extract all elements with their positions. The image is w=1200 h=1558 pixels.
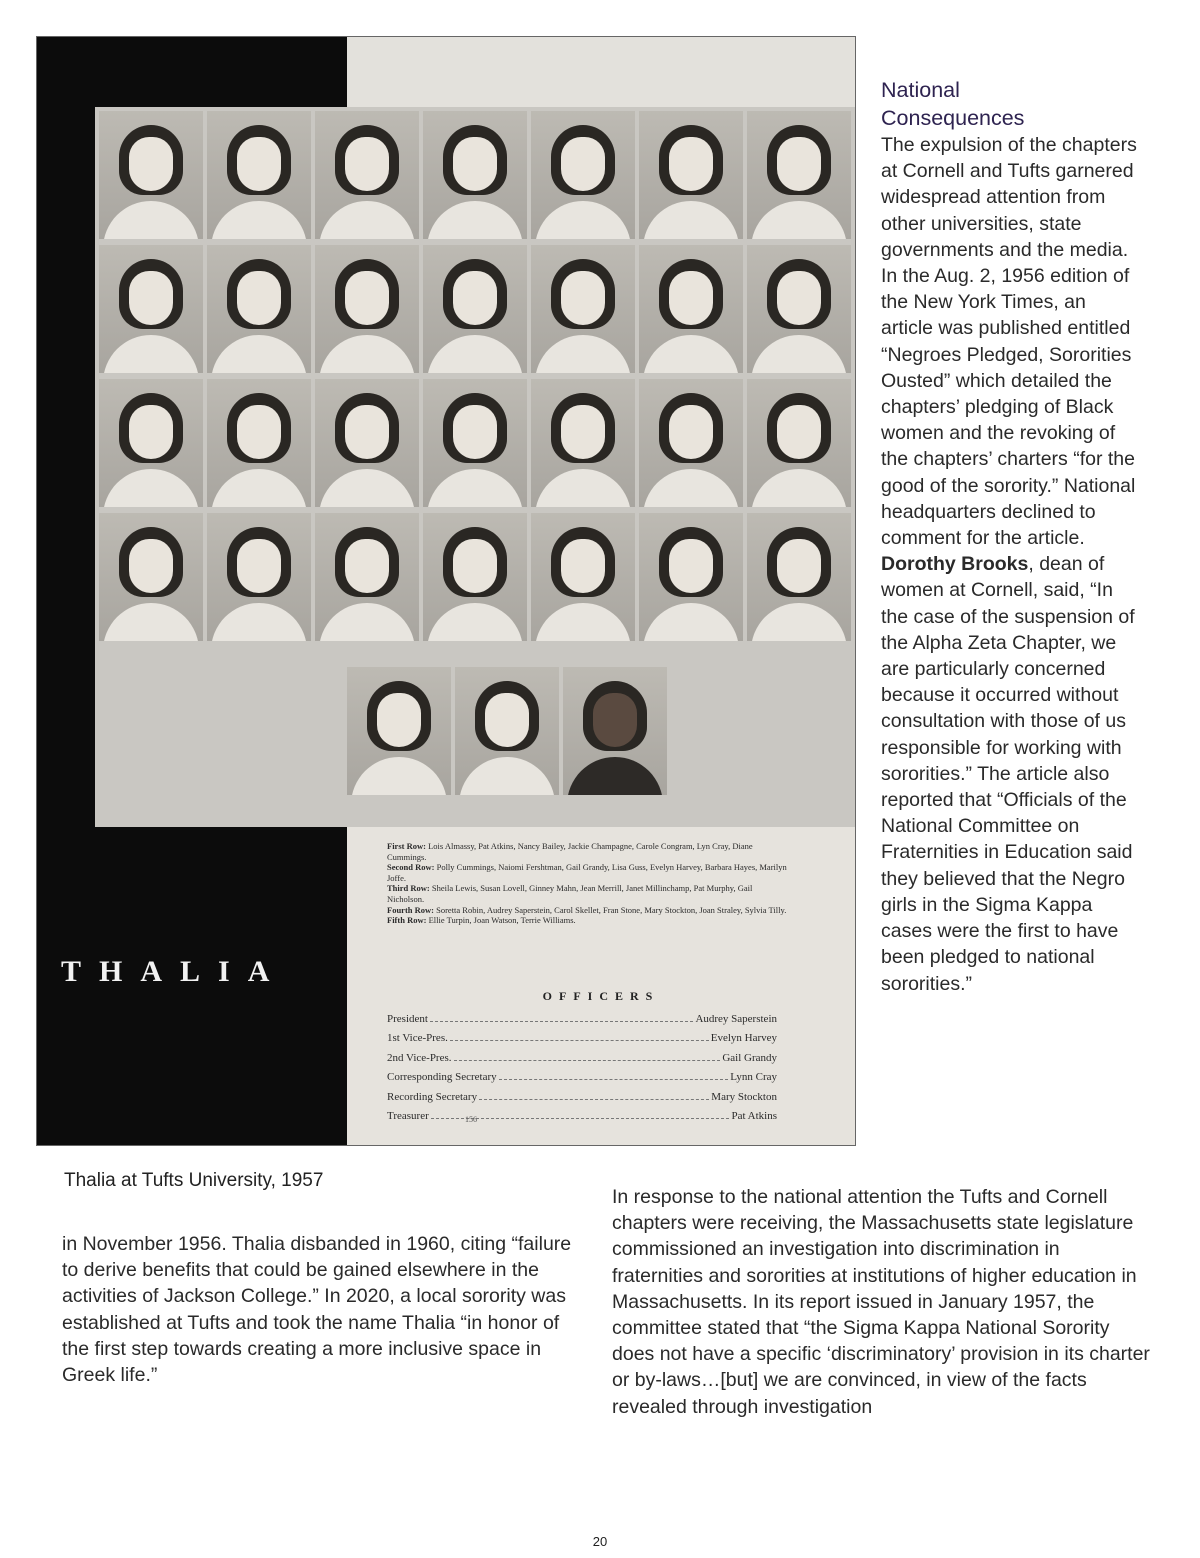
portrait-photo xyxy=(207,245,311,373)
portrait-photo xyxy=(531,379,635,507)
right-body-column xyxy=(612,1184,1152,1420)
portrait-photo xyxy=(531,513,635,641)
portrait-photo xyxy=(99,513,203,641)
portrait-photo xyxy=(747,111,851,239)
portrait-photo xyxy=(747,379,851,507)
side-article-column xyxy=(881,76,1143,997)
officer-row: Corresponding Secretary Lynn Cray xyxy=(387,1071,777,1084)
portrait-grid xyxy=(95,107,855,827)
scan-black-corner xyxy=(37,37,347,107)
officer-row: Treasurer Pat Atkins xyxy=(387,1109,777,1122)
officer-row: 1st Vice-Pres. Evelyn Harvey xyxy=(387,1032,777,1045)
portrait-photo xyxy=(423,111,527,239)
scan-page-number: 156 xyxy=(465,1115,477,1124)
bold-name: Dorothy Brooks xyxy=(881,553,1029,576)
member-names xyxy=(387,841,787,926)
portrait-photo xyxy=(455,667,559,795)
portrait-photo xyxy=(423,379,527,507)
page-number: 20 xyxy=(592,1534,608,1549)
portrait-photo xyxy=(423,513,527,641)
member-row: Third Row: Sheila Lewis, Susan Lovell, Ginney Mahn, Jean Merrill, Janet Millinchamp, Pat Murphy, Gail Nicholson. xyxy=(387,883,753,904)
portrait-photo xyxy=(531,245,635,373)
thalia-title: THALIA xyxy=(61,955,288,988)
portrait-photo xyxy=(639,379,743,507)
member-row: Fourth Row: Soretta Robin, Audrey Saperstein, Carol Skellet, Fran Stone, Mary Stockton, Joan Straley, Sylvia Tilly. xyxy=(387,904,787,915)
portrait-photo xyxy=(315,379,419,507)
portrait-photo xyxy=(639,513,743,641)
portrait-photo xyxy=(563,667,667,795)
portrait-photo xyxy=(99,245,203,373)
officers-heading: OFFICERS xyxy=(542,989,660,1003)
officer-row: President Audrey Saperstein xyxy=(387,1013,777,1025)
portrait-photo xyxy=(639,245,743,373)
portrait-photo xyxy=(315,245,419,373)
portrait-photo xyxy=(747,513,851,641)
portrait-photo xyxy=(639,111,743,239)
portrait-photo xyxy=(315,111,419,239)
portrait-photo xyxy=(747,245,851,373)
portrait-photo xyxy=(531,111,635,239)
member-list-panel xyxy=(347,827,855,1145)
left-paragraph: in November 1956. Thalia disbanded in 1960, citing “failure to derive benefits that could be gained elsewhere in the activities of Jackson College.” In 2020, a local sorority was established at Tufts and took the name Thalia “in honor of the first step towards creating a more inclusive space in Greek life.” xyxy=(62,1233,572,1387)
section-heading: National Consequences xyxy=(881,78,1025,130)
side-paragraph: The expulsion of the chapters at Cornell and Tufts garnered widespread attention from other universities, state governments and the media. In the Aug. 2, 1956 edition of the New York Times, an article was published entitled “Negroes Pledged, Sororities Ousted” which detailed the chapters’ pledging of Black women and the revoking of the chapters’ charters “for the good of the sorority.” National headquarters declined to comment for the article. Dorothy Brooks, dean of women at Cornell, said, “In the case of the suspension of the Alpha Zeta Chapter, we are particularly concerned because it occurred without consultation with those of us responsible for working with sororities.” The article also reported that “Officials of the National Committee on Fraternities in Education said they believed that the Negro girls in the Sigma Kappa cases were the first to have been pledged to national sororities.” xyxy=(881,134,1137,995)
portrait-photo xyxy=(347,667,451,795)
portrait-photo xyxy=(207,513,311,641)
left-body-column xyxy=(62,1231,572,1388)
right-paragraph: In response to the national attention the Tufts and Cornell chapters were receiving, the Massachusetts state legislature commissioned an investigation into discrimination in fraternities and sororities at institutions of higher education in Massachusetts. In its report issued in January 1957, the committee stated that “the Sigma Kappa National Sorority does not have a specific ‘discriminatory’ provision in its charter or by-laws…[but] we are convinced, in view of the facts revealed through investigation xyxy=(612,1186,1150,1418)
member-row: First Row: Lois Almassy, Pat Atkins, Nancy Bailey, Jackie Champagne, Carole Congram, Lyn Cray, Diane Cummings. xyxy=(387,841,753,862)
scan-paper-edge xyxy=(347,37,855,107)
member-row: Fifth Row: Ellie Turpin, Joan Watson, Terrie Williams. xyxy=(387,915,576,926)
portrait-photo xyxy=(99,379,203,507)
portrait-photo xyxy=(207,379,311,507)
officer-row: 2nd Vice-Pres. Gail Grandy xyxy=(387,1051,777,1064)
portrait-photo xyxy=(207,111,311,239)
portrait-photo xyxy=(99,111,203,239)
officer-row: Recording Secretary Mary Stockton xyxy=(387,1090,777,1103)
yearbook-scan-image xyxy=(36,36,856,1146)
portrait-photo xyxy=(423,245,527,373)
image-caption: Thalia at Tufts University, 1957 xyxy=(64,1170,324,1191)
member-row: Second Row: Polly Cummings, Naiomi Fershtman, Gail Grandy, Lisa Guss, Evelyn Harvey, Barbara Hayes, Marilyn Joffe. xyxy=(387,862,787,883)
officers-list xyxy=(387,1013,777,1129)
portrait-photo xyxy=(315,513,419,641)
